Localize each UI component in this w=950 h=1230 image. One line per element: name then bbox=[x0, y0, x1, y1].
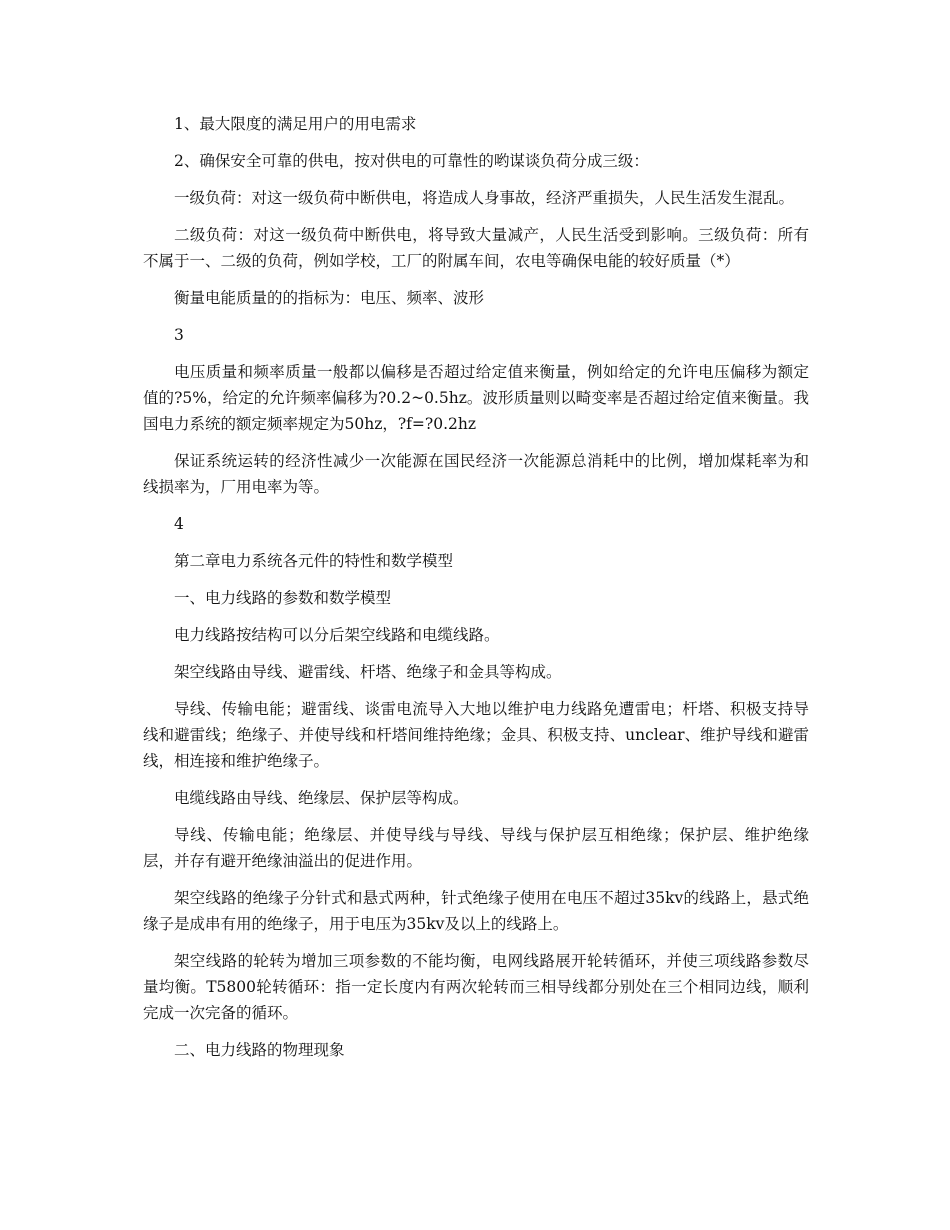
paragraph-line-structure: 电力线路按结构可以分后架空线路和电缆线路。 bbox=[174, 626, 500, 644]
paragraph-cable-line-components: 电缆线路由导线、绝缘层、保护层等构成。 bbox=[174, 789, 469, 807]
section-heading-physical-phenomena: 二、电力线路的物理现象 bbox=[174, 1041, 345, 1059]
paragraph-quality-indicators: 衡量电能质量的的指标为：电压、频率、波形 bbox=[174, 289, 485, 307]
paragraph-economic-operation: 保证系统运转的经济性减少一次能源在国民经济一次能源总消耗中的比例，增加煤耗率为和线损率为，厂用电率为等。 bbox=[143, 452, 809, 496]
paragraph-insulator-types: 架空线路的绝缘子分针式和悬式两种，针式绝缘子使用在电压不超过35kv的线路上，悬式绝缘子是成串有用的绝缘子，用于电压为35kv及以上的线路上。 bbox=[143, 889, 809, 933]
paragraph-number-3: 3 bbox=[174, 326, 184, 344]
paragraph-second-third-class-load: 二级负荷：对这一级负荷中断供电，将导致大量减产，人民生活受到影响。三级负荷：所有不属于一、二级的负荷，例如学校，工厂的附属车间，农电等确保电能的较好质量（*） bbox=[143, 226, 809, 270]
paragraph-first-class-load: 一级负荷：对这一级负荷中断供电，将造成人身事故，经济严重损失，人民生活发生混乱。 bbox=[174, 189, 795, 207]
section-heading-line-parameters: 一、电力线路的参数和数学模型 bbox=[174, 589, 392, 607]
paragraph-user-demand: 1、最大限度的满足用户的用电需求 bbox=[174, 115, 417, 133]
chapter-heading: 第二章电力系统各元件的特性和数学模型 bbox=[174, 552, 454, 570]
paragraph-transposition: 架空线路的轮转为增加三项参数的不能均衡，电网线路展开轮转循环，并使三项线路参数尽量均衡。T5800轮转循环：指一定长度内有两次轮转而三相导线都分别处在三个相同边线，顺利完成一次完备的循环。 bbox=[143, 952, 809, 1022]
paragraph-number-4: 4 bbox=[174, 515, 184, 533]
paragraph-overhead-component-functions: 导线、传输电能；避雷线、谈雷电流导入大地以维护电力线路免遭雷电；杆塔、积极支持导线和避雷线；绝缘子、并使导线和杆塔间维持绝缘；金具、积极支持、unclear、维护导线和避雷线，相连接和维护绝缘子。 bbox=[143, 700, 809, 770]
paragraph-overhead-line-components: 架空线路由导线、避雷线、杆塔、绝缘子和金具等构成。 bbox=[174, 663, 562, 681]
document-body bbox=[143, 111, 809, 1074]
paragraph-load-classification: 2、确保安全可靠的供电，按对供电的可靠性的哟谋谈负荷分成三级： bbox=[174, 152, 649, 170]
paragraph-voltage-frequency-quality: 电压质量和频率质量一般都以偏移是否超过给定值来衡量，例如给定的允许电压偏移为额定值的?5%，给定的允许频率偏移为?0.2~0.5hz。波形质量则以畸变率是否超过给定值来衡量。我国电力系统的额定频率规定为50hz，?f=?0.2hz bbox=[143, 363, 809, 433]
paragraph-cable-component-functions: 导线、传输电能；绝缘层、并使导线与导线、导线与保护层互相绝缘；保护层、维护绝缘层，并存有避开绝缘油溢出的促进作用。 bbox=[143, 826, 809, 870]
